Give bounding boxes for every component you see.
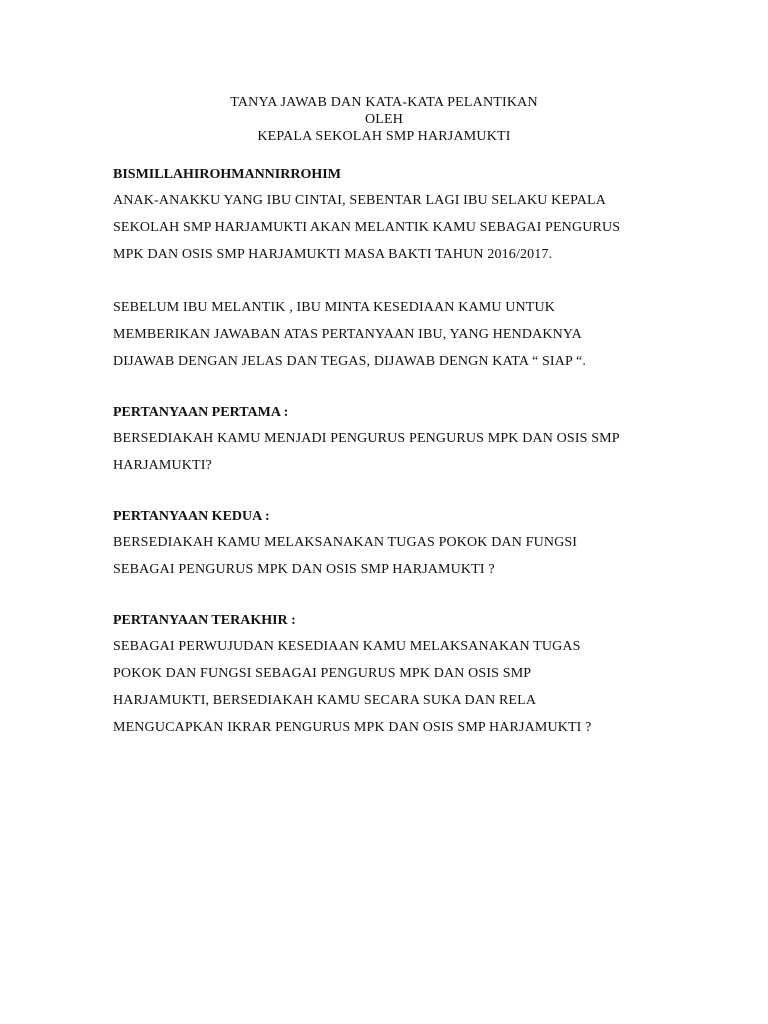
opening-paragraph-2-line: SEBELUM IBU MELANTIK , IBU MINTA KESEDIAAN KAMU UNTUK (113, 300, 555, 315)
question-1-line: HARJAMUKTI? (113, 458, 212, 473)
paragraph-gap (113, 583, 673, 609)
question-3-heading: PERTANYAAN TERAKHIR : (113, 613, 296, 628)
title-line-3: KEPALA SEKOLAH SMP HARJAMUKTI (257, 129, 511, 144)
question-3-line: SEBAGAI PERWUJUDAN KESEDIAAN KAMU MELAKSANAKAN TUGAS (113, 639, 581, 654)
opening-paragraph-2-line: DIJAWAB DENGAN JELAS DAN TEGAS, DIJAWAB DENGN KATA “ SIAP “. (113, 354, 587, 369)
paragraph-gap (113, 268, 673, 294)
question-3-line: POKOK DAN FUNGSI SEBAGAI PENGURUS MPK DAN OSIS SMP (113, 666, 532, 681)
opening-paragraph-2-line: MEMBERIKAN JAWABAN ATAS PERTANYAAN IBU, YANG HENDAKNYA (113, 327, 582, 342)
question-3-line: MENGUCAPKAN IKRAR PENGURUS MPK DAN OSIS SMP HARJAMUKTI ? (113, 720, 592, 735)
paragraph-gap (113, 479, 673, 505)
question-1-heading: PERTANYAAN PERTAMA : (113, 405, 289, 420)
paragraph-gap (113, 375, 673, 401)
opening-paragraph-1-line: SEKOLAH SMP HARJAMUKTI AKAN MELANTIK KAMU SEBAGAI PENGURUS (113, 220, 621, 235)
title-line-2: OLEH (364, 112, 404, 127)
question-1-line: BERSEDIAKAH KAMU MENJADI PENGURUS PENGURUS MPK DAN OSIS SMP (113, 431, 620, 446)
title-line-1: TANYA JAWAB DAN KATA-KATA PELANTIKAN (230, 95, 538, 110)
document-body (113, 163, 673, 741)
question-2-heading: PERTANYAAN KEDUA : (113, 509, 270, 524)
question-2-line: BERSEDIAKAH KAMU MELAKSANAKAN TUGAS POKOK DAN FUNGSI (113, 535, 578, 550)
opening-heading: BISMILLAHIROHMANNIRROHIM (113, 167, 341, 182)
opening-paragraph-1-line: ANAK-ANAKKU YANG IBU CINTAI, SEBENTAR LAGI IBU SELAKU KEPALA (113, 193, 606, 208)
opening-paragraph-1-line: MPK DAN OSIS SMP HARJAMUKTI MASA BAKTI TAHUN 2016/2017. (113, 247, 553, 262)
question-3-line: HARJAMUKTI, BERSEDIAKAH KAMU SECARA SUKA DAN RELA (113, 693, 537, 708)
document-title (0, 94, 768, 145)
question-2-line: SEBAGAI PENGURUS MPK DAN OSIS SMP HARJAMUKTI ? (113, 562, 495, 577)
